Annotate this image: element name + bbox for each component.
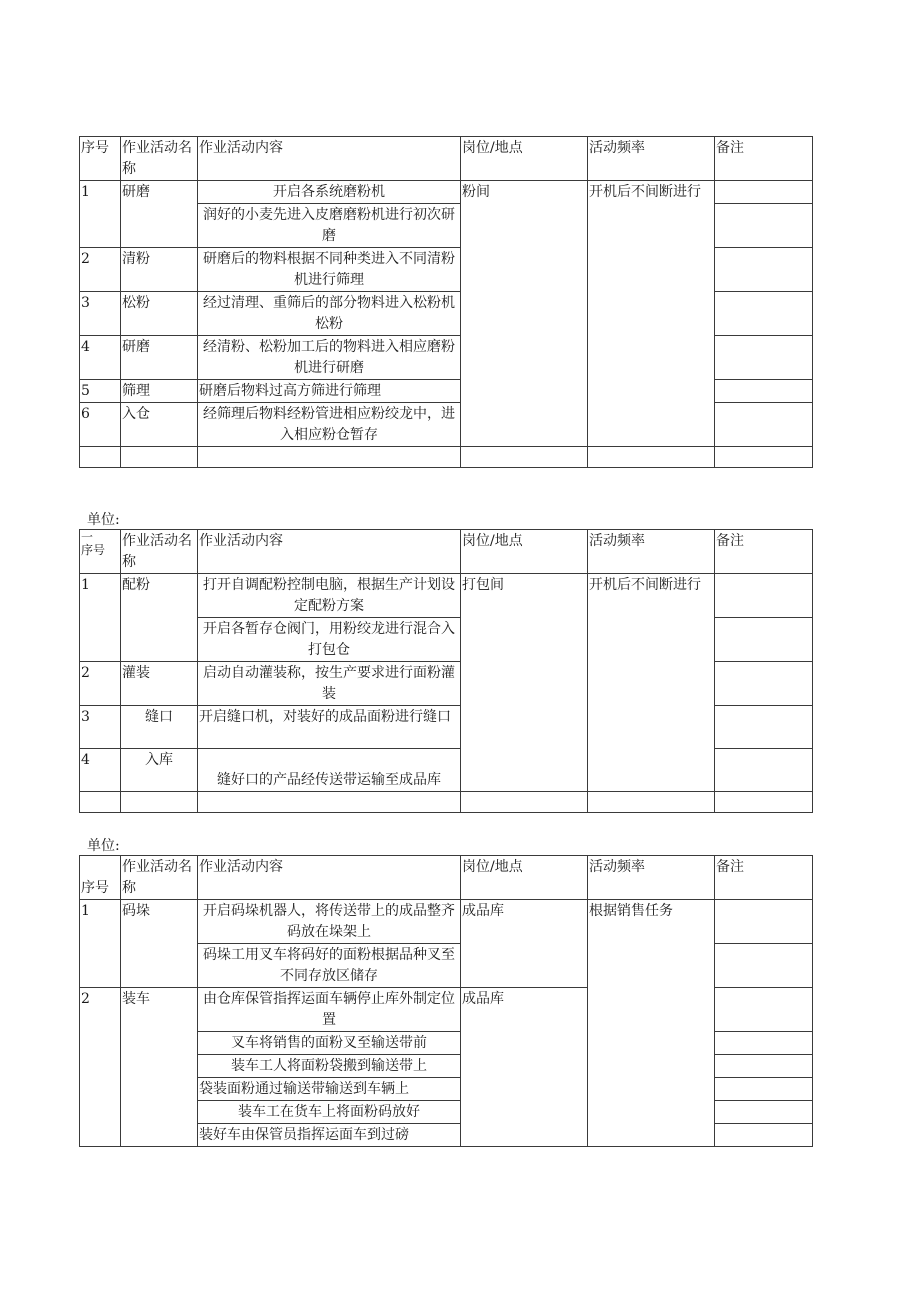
remark-cell — [715, 248, 813, 292]
seq-cell: 4 — [80, 336, 121, 380]
remark-cell — [715, 706, 813, 749]
remark-cell — [715, 181, 813, 204]
content-cell: 润好的小麦先进入皮磨磨粉机进行初次研磨 — [198, 204, 461, 248]
unit-label: 单位: — [87, 838, 120, 854]
seq-cell: 2 — [80, 662, 121, 706]
activity-name-cell: 松粉 — [121, 292, 198, 336]
content-cell: 码垛工用叉车将码好的面粉根据品种叉至不同存放区储存 — [198, 944, 461, 988]
seq-label: 序号 — [81, 543, 106, 557]
header-activity-name: 作业活动名称 — [121, 530, 198, 574]
remark-cell — [715, 618, 813, 662]
post-cell: 打包间 — [461, 574, 588, 792]
remark-cell — [715, 749, 813, 792]
content-cell: 启动自动灌装称，按生产要求进行面粉灌装 — [198, 662, 461, 706]
header-seq: 序号 — [80, 856, 121, 900]
header-content: 作业活动内容 — [198, 530, 461, 574]
remark-cell — [715, 574, 813, 618]
seq-cell: 5 — [80, 380, 121, 403]
content-cell: 开启各系统磨粉机 — [198, 181, 461, 204]
activity-name-cell: 筛理 — [121, 380, 198, 403]
activity-name-cell: 研磨 — [121, 336, 198, 380]
activity-name-cell: 入仓 — [121, 403, 198, 447]
remark-cell — [715, 380, 813, 403]
activity-name-cell: 清粉 — [121, 248, 198, 292]
content-cell: 叉车将销售的面粉叉至输送带前 — [198, 1032, 461, 1055]
remark-cell — [715, 900, 813, 944]
remark-cell — [715, 1055, 813, 1078]
content-cell: 开启各暂存仓阀门，用粉绞龙进行混合入打包仓 — [198, 618, 461, 662]
seq-cell: 1 — [80, 574, 121, 662]
header-seq — [80, 530, 121, 574]
activity-name-cell: 灌装 — [121, 662, 198, 706]
content-cell: 装好车由保管员指挥运面车到过磅 — [198, 1124, 461, 1147]
header-post: 岗位/地点 — [461, 530, 588, 574]
content-cell: 研磨后的物料根据不同种类进入不同清粉机进行筛理 — [198, 248, 461, 292]
remark-cell — [715, 292, 813, 336]
seq-cell: 2 — [80, 988, 121, 1147]
empty-cell — [588, 447, 715, 468]
content-cell: 开启码垛机器人，将传送带上的成品整齐码放在垛架上 — [198, 900, 461, 944]
remark-cell — [715, 1032, 813, 1055]
seq-cell: 3 — [80, 292, 121, 336]
remark-cell — [715, 336, 813, 380]
empty-cell — [461, 447, 588, 468]
remark-cell — [715, 662, 813, 706]
activity-name-cell: 装车 — [121, 988, 198, 1147]
content-cell: 由仓库保管指挥运面车辆停止库外制定位置 — [198, 988, 461, 1032]
header-content: 作业活动内容 — [198, 856, 461, 900]
content-cell: 袋装面粉通过输送带输送到车辆上 — [198, 1078, 461, 1101]
header-frequency: 活动频率 — [588, 137, 715, 181]
content-cell: 经筛理后物料经粉管进相应粉绞龙中，进入相应粉仓暂存 — [198, 403, 461, 447]
header-post: 岗位/地点 — [461, 137, 588, 181]
remark-cell — [715, 403, 813, 447]
post-cell: 成品库 — [461, 988, 588, 1147]
empty-cell — [588, 792, 715, 813]
content-cell: 经清粉、松粉加工后的物料进入相应磨粉机进行研磨 — [198, 336, 461, 380]
content-cell: 开启缝口机，对装好的成品面粉进行缝口 — [198, 706, 461, 749]
content-cell: 缝好口的产品经传送带运输至成品库 — [198, 749, 461, 792]
header-seq: 序号 — [80, 137, 121, 181]
seq-cell: 6 — [80, 403, 121, 447]
empty-cell — [121, 447, 198, 468]
header-remark: 备注 — [715, 530, 813, 574]
activity-name-cell: 缝口 — [121, 706, 198, 749]
content-cell: 打开自调配粉控制电脑，根据生产计划设定配粉方案 — [198, 574, 461, 618]
post-cell: 成品库 — [461, 900, 588, 988]
header-remark: 备注 — [715, 137, 813, 181]
activity-table-3 — [79, 855, 813, 1147]
empty-cell — [198, 792, 461, 813]
unit-label: 单位: — [87, 512, 120, 528]
header-post: 岗位/地点 — [461, 856, 588, 900]
remark-cell — [715, 988, 813, 1032]
empty-cell — [461, 792, 588, 813]
activity-name-cell: 入库 — [121, 749, 198, 792]
empty-cell — [80, 447, 121, 468]
header-remark: 备注 — [715, 856, 813, 900]
remark-cell — [715, 1078, 813, 1101]
remark-cell — [715, 1101, 813, 1124]
seq-cell: 2 — [80, 248, 121, 292]
activity-name-cell: 配粉 — [121, 574, 198, 662]
header-frequency: 活动频率 — [588, 856, 715, 900]
remark-cell — [715, 1124, 813, 1147]
seq-cell: 4 — [80, 749, 121, 792]
header-activity-name: 作业活动名称 — [121, 137, 198, 181]
header-frequency: 活动频率 — [588, 530, 715, 574]
remark-cell — [715, 944, 813, 988]
seq-cell: 3 — [80, 706, 121, 749]
seq-cell: 1 — [80, 181, 121, 248]
seq-cell: 1 — [80, 900, 121, 988]
content-cell: 经过清理、重筛后的部分物料进入松粉机松粉 — [198, 292, 461, 336]
seq-prefix: 一 — [81, 530, 94, 544]
empty-cell — [80, 792, 121, 813]
frequency-cell: 根据销售任务 — [588, 900, 715, 1147]
empty-cell — [121, 792, 198, 813]
empty-cell — [715, 792, 813, 813]
content-cell: 研磨后物料过高方筛进行筛理 — [198, 380, 461, 403]
header-content: 作业活动内容 — [198, 137, 461, 181]
frequency-cell: 开机后不间断进行 — [588, 574, 715, 792]
empty-cell — [198, 447, 461, 468]
activity-table-2 — [79, 529, 813, 813]
post-cell: 粉间 — [461, 181, 588, 447]
empty-cell — [715, 447, 813, 468]
activity-name-cell: 码垛 — [121, 900, 198, 988]
content-cell: 装车工人将面粉袋搬到输送带上 — [198, 1055, 461, 1078]
remark-cell — [715, 204, 813, 248]
frequency-cell: 开机后不间断进行 — [588, 181, 715, 447]
content-cell: 装车工在货车上将面粉码放好 — [198, 1101, 461, 1124]
activity-table-1 — [79, 136, 813, 468]
activity-name-cell: 研磨 — [121, 181, 198, 248]
header-activity-name: 作业活动名称 — [121, 856, 198, 900]
